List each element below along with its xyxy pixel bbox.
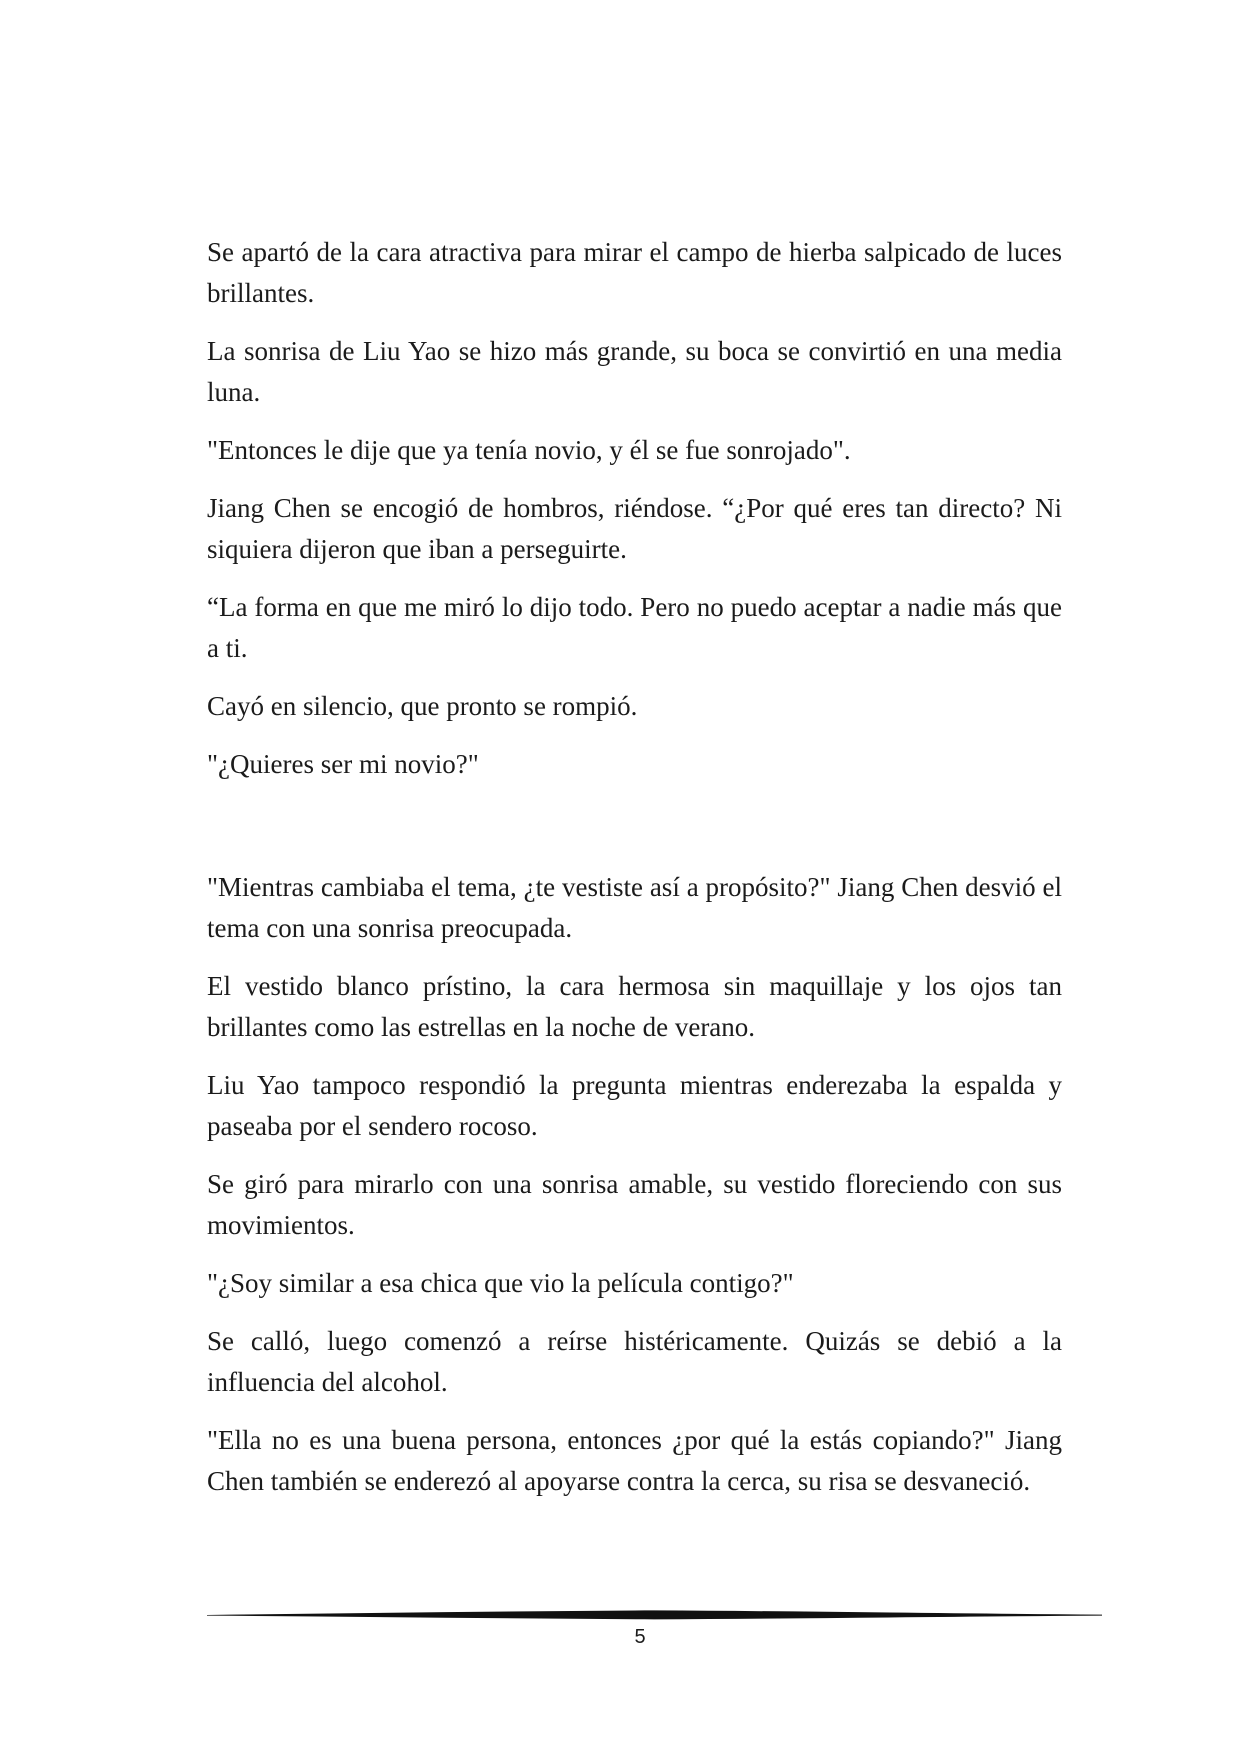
body-text	[207, 232, 1062, 1519]
paragraph: La sonrisa de Liu Yao se hizo más grande, su boca se convirtió en una media luna.	[207, 336, 1062, 407]
paragraph: Se giró para mirarlo con una sonrisa amable, su vestido floreciendo con sus movimientos.	[207, 1169, 1062, 1240]
paragraph: "Entonces le dije que ya tenía novio, y él se fue sonrojado".	[207, 435, 851, 465]
paragraph: Se apartó de la cara atractiva para mirar el campo de hierba salpicado de luces brillantes.	[207, 237, 1062, 308]
footer-divider	[207, 1608, 1102, 1622]
paragraph: El vestido blanco prístino, la cara hermosa sin maquillaje y los ojos tan brillantes como las estrellas en la noche de verano.	[207, 971, 1062, 1042]
paragraph: “La forma en que me miró lo dijo todo. Pero no puedo aceptar a nadie más que a ti.	[207, 592, 1062, 663]
paragraph: Jiang Chen se encogió de hombros, riéndose. “¿Por qué eres tan directo? Ni siquiera dijeron que iban a perseguirte.	[207, 493, 1062, 564]
paragraph: "¿Quieres ser mi novio?"	[207, 749, 479, 779]
page-number: 5	[634, 1626, 646, 1648]
paragraph: "Ella no es una buena persona, entonces ¿por qué la estás copiando?" Jiang Chen también se enderezó al apoyarse contra la cerca, su risa se desvaneció.	[207, 1425, 1062, 1496]
paragraph: "¿Soy similar a esa chica que vio la película contigo?"	[207, 1268, 794, 1298]
paragraph: "Mientras cambiaba el tema, ¿te vestiste así a propósito?" Jiang Chen desvió el tema con una sonrisa preocupada.	[207, 872, 1062, 943]
paragraph: Cayó en silencio, que pronto se rompió.	[207, 691, 638, 721]
paragraph: Se calló, luego comenzó a reírse histéricamente. Quizás se debió a la influencia del alcohol.	[207, 1326, 1062, 1397]
paragraph: Liu Yao tampoco respondió la pregunta mientras enderezaba la espalda y paseaba por el sendero rocoso.	[207, 1070, 1062, 1141]
section-gap	[207, 802, 1062, 867]
